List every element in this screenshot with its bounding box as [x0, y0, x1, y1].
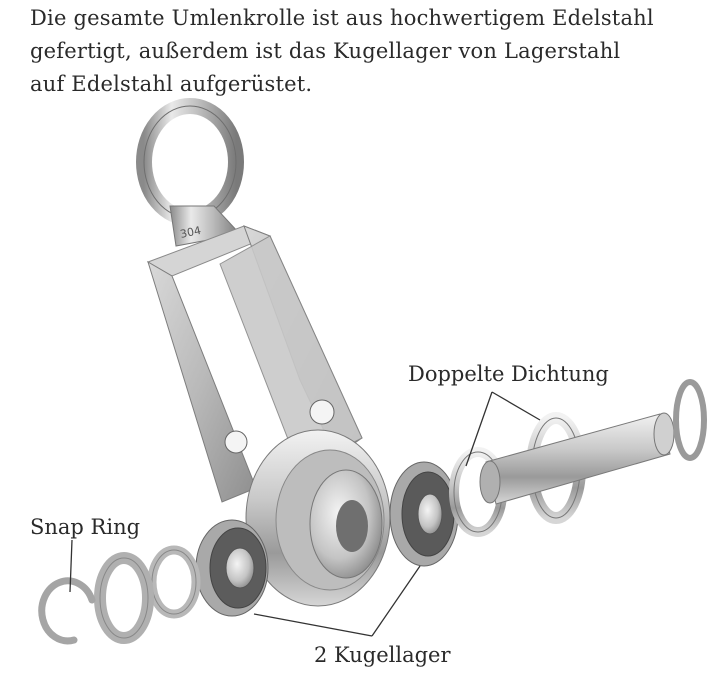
ball-bearing-right [390, 462, 458, 566]
bracket-hole-left [225, 431, 247, 453]
description-line-2: gefertigt, außerdem ist das Kugellager von Lagerstahl [30, 39, 621, 63]
eye-bolt [144, 106, 240, 246]
callout-seal: Doppelte Dichtung [408, 362, 609, 386]
snap-ring-right [676, 382, 704, 458]
bracket-hole-right [310, 400, 334, 424]
description-line-1: Die gesamte Umlenkrolle ist aus hochwertigem Edelstahl [30, 6, 654, 30]
eye-bolt-stamp: 304 [178, 223, 203, 241]
sheave-wheel [246, 430, 390, 606]
description-line-3: auf Edelstahl aufgerüstet. [30, 72, 313, 96]
ball-bearing-left [196, 520, 268, 616]
callout-snap-ring: Snap Ring [30, 515, 141, 539]
snap-ring-left [42, 581, 92, 641]
flat-washers-left [100, 550, 196, 638]
callout-bearings: 2 Kugellager [314, 643, 451, 667]
eye-bolt-ring [144, 106, 236, 218]
